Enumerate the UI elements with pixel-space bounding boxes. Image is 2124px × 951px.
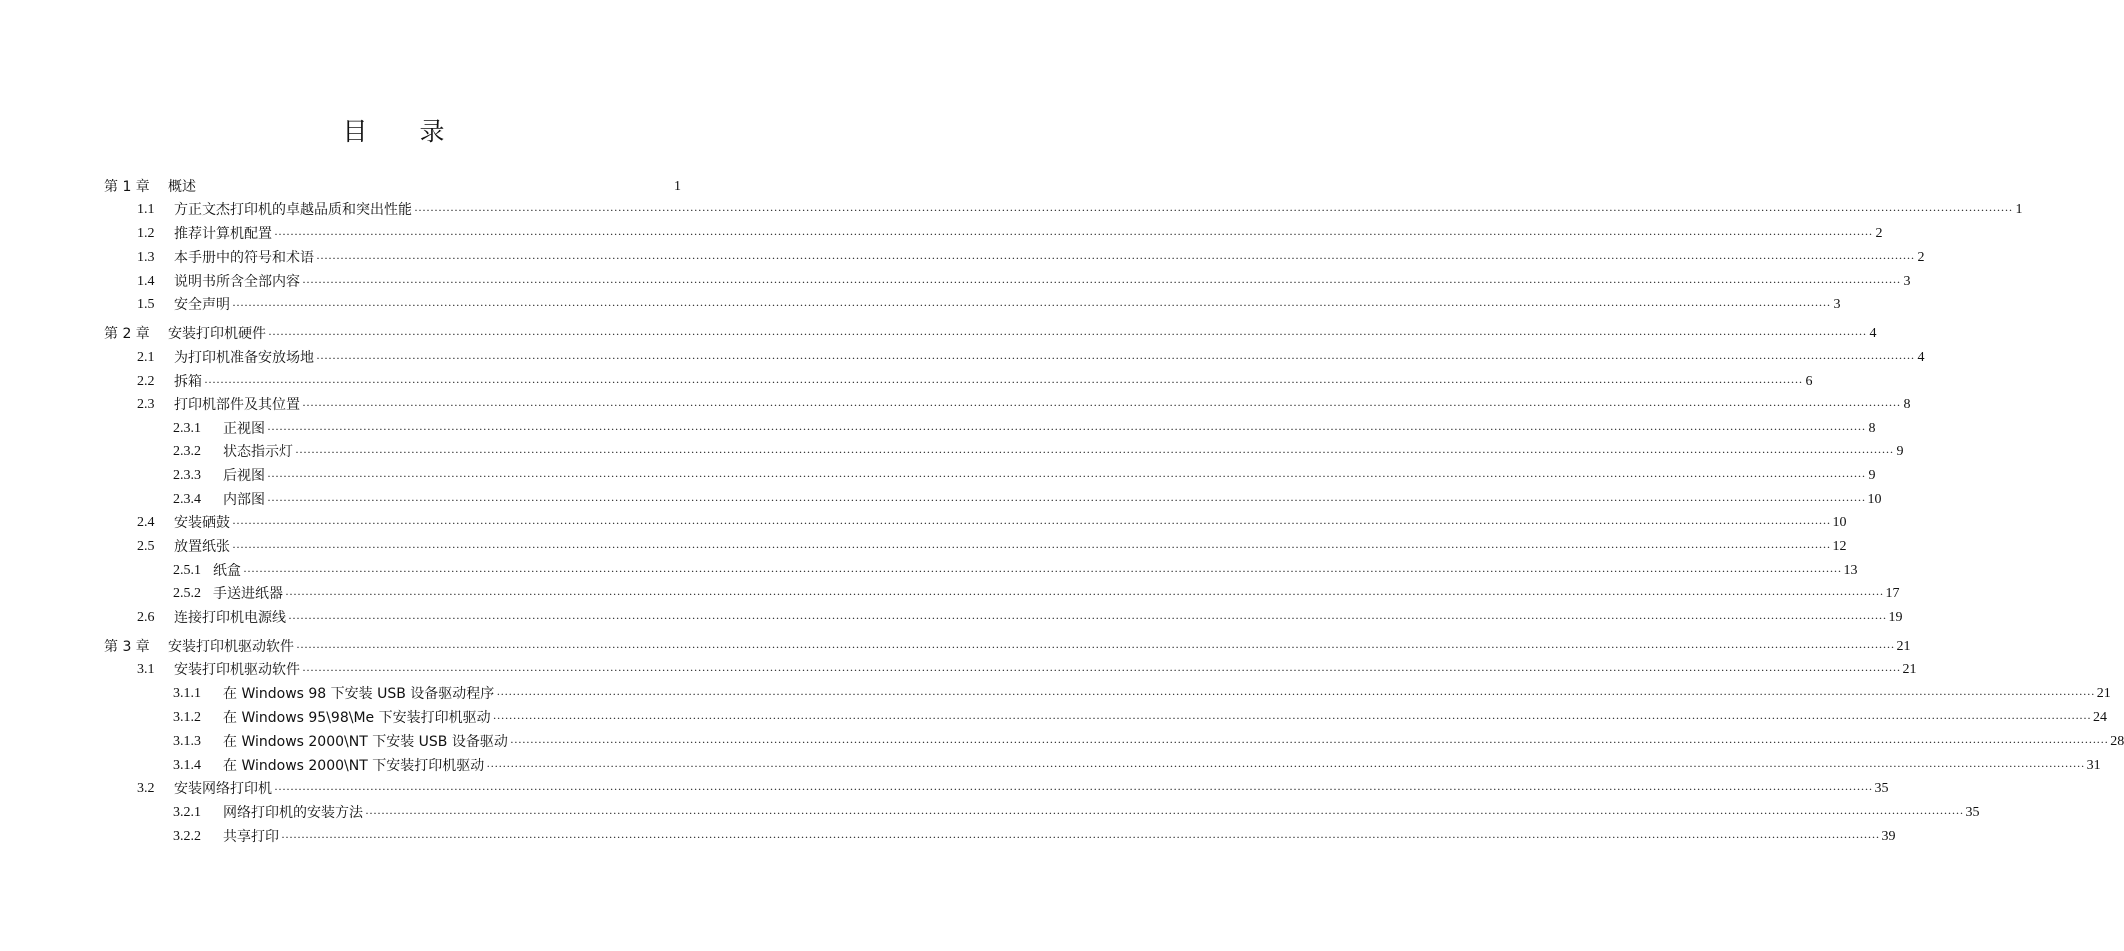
- toc-entry-number: 2.3.4: [173, 492, 201, 507]
- toc-dot-leader: ················································································································································································································································································································································································································: [285, 587, 1884, 601]
- toc-entry-title: 在 Windows 2000\NT 下安装打印机驱动: [223, 758, 485, 774]
- toc-entry-number: 3.1.2: [173, 710, 201, 725]
- toc-entry-title: 纸盒: [213, 563, 241, 579]
- toc-dot-leader: ················································································································································································································································································································································································································: [232, 298, 1831, 312]
- toc-entry-page: 3: [1833, 297, 1841, 312]
- toc-entry[interactable]: [173, 707, 2108, 729]
- toc-entry[interactable]: [104, 636, 1911, 658]
- toc-entry-title: 共享打印: [223, 829, 279, 845]
- toc-entry[interactable]: [137, 371, 1813, 393]
- toc-dot-leader: ················································································································································································································································································································································································································: [267, 422, 1866, 436]
- toc-entry-number: 3.1.3: [173, 734, 201, 749]
- toc-entry[interactable]: [173, 755, 2101, 777]
- toc-entry-page: 2: [1875, 226, 1883, 241]
- toc-entry[interactable]: [137, 659, 1917, 681]
- toc-entry-page: 10: [1867, 492, 1882, 507]
- toc-dot-leader: ················································································································································································································································································································································································································: [496, 687, 2095, 701]
- toc-entry-number: 2.5.2: [173, 586, 201, 601]
- toc-entry-number: 1.4: [137, 274, 155, 289]
- toc-entry-title: 放置纸张: [174, 539, 230, 555]
- toc-entry-page: 13: [1843, 563, 1858, 578]
- toc-entry-page: 21: [1902, 662, 1917, 677]
- toc-dot-leader: ················································································································································································································································································································································································································: [414, 203, 2013, 217]
- toc-dot-leader: ················································································································································································································································································································································································································: [296, 640, 1895, 654]
- toc-entry-page: 28: [2110, 734, 2124, 749]
- toc-entry-number: 2.3.2: [173, 444, 201, 459]
- toc-entry[interactable]: [137, 347, 1925, 369]
- toc-dot-leader: ················································································································································································································································································································································································································: [316, 251, 1915, 265]
- toc-dot-leader: ················································································································································································································································································································································································································: [267, 493, 1866, 507]
- toc-entry-page: 21: [1896, 639, 1911, 654]
- toc-entry-title: 本手册中的符号和术语: [174, 250, 314, 266]
- toc-entry-title: 正视图: [223, 421, 265, 437]
- toc-entry-number: 2.6: [137, 610, 155, 625]
- toc-entry[interactable]: [173, 465, 1876, 487]
- toc-dot-leader: ················································································································································································································································································································································································································: [281, 830, 1880, 844]
- toc-entry-page: 21: [2096, 686, 2111, 701]
- toc-entry[interactable]: [137, 512, 1847, 534]
- toc-dot-leader: ················································································································································································································································································································································································································: [365, 806, 1964, 820]
- toc-entry[interactable]: [173, 441, 1904, 463]
- toc-entry-page: 17: [1885, 586, 1900, 601]
- toc-entry-page: 10: [1832, 515, 1847, 530]
- toc-entry-title: 状态指示灯: [223, 444, 293, 460]
- toc-entry-title: 拆箱: [174, 374, 202, 390]
- toc-entry-title: 后视图: [223, 468, 265, 484]
- toc-dot-leader: ················································································································································································································································································································································································································: [204, 375, 1803, 389]
- toc-entry-page: 4: [1869, 326, 1877, 341]
- toc-entry-number: 3.1: [137, 662, 155, 677]
- toc-dot-leader: ················································································································································································································································································································································································································: [302, 398, 1901, 412]
- toc-entry-page: 24: [2093, 710, 2108, 725]
- toc-entry-title: 安全声明: [174, 297, 230, 313]
- toc-entry-page: 12: [1832, 539, 1847, 554]
- toc-entry-title: 方正文杰打印机的卓越品质和突出性能: [174, 202, 412, 218]
- toc-entry-title: 打印机部件及其位置: [174, 397, 300, 413]
- toc-entry-number: 1.2: [137, 226, 155, 241]
- toc-entry[interactable]: [137, 294, 1841, 316]
- toc-entry-page: 2: [1917, 250, 1925, 265]
- toc-entry-title: 内部图: [223, 492, 265, 508]
- toc-entry-page: 8: [1868, 421, 1876, 436]
- toc-entry-page: 1: [674, 179, 681, 194]
- toc-dot-leader: ················································································································································································································································································································································································································: [288, 611, 1887, 625]
- toc-entry-page: 19: [1888, 610, 1903, 625]
- toc-entry[interactable]: [104, 323, 1877, 345]
- toc-entry-title: 概述: [168, 179, 196, 195]
- toc-entry[interactable]: [137, 271, 1911, 293]
- toc-dot-leader: ················································································································································································································································································································································································································: [509, 735, 2109, 749]
- toc-entry-number: 第 1 章: [104, 179, 150, 195]
- toc-dot-leader: ················································································································································································································································································································································································································: [295, 445, 1894, 459]
- toc-entry-page: 35: [1874, 781, 1889, 796]
- toc-entry[interactable]: [137, 223, 1883, 245]
- toc-entry-page: 9: [1868, 468, 1876, 483]
- toc-dot-leader: ················································································································································································································································································································································································································: [267, 469, 1866, 483]
- toc-dot-leader: ················································································································································································································································································································································································································: [316, 351, 1915, 365]
- toc-entry-page: 3: [1903, 274, 1911, 289]
- toc-entry[interactable]: [173, 560, 1858, 582]
- toc-entry[interactable]: [173, 489, 1882, 511]
- toc-entry[interactable]: [173, 826, 1896, 848]
- toc-entry-title: 安装打印机硬件: [168, 326, 266, 342]
- toc-dot-leader: ················································································································································································································································································································································································································: [232, 540, 1831, 554]
- toc-entry-number: 3.1.1: [173, 686, 201, 701]
- toc-entry[interactable]: [137, 394, 1911, 416]
- toc-entry-title: 手送进纸器: [213, 586, 283, 602]
- toc-entry-title: 在 Windows 95\98\Me 下安装打印机驱动: [223, 710, 491, 726]
- toc-entry-number: 2.2: [137, 374, 155, 389]
- toc-entry-title: 在 Windows 98 下安装 USB 设备驱动程序: [223, 686, 495, 702]
- toc-entry-number: 2.3.3: [173, 468, 201, 483]
- toc-entry-number: 1.5: [137, 297, 155, 312]
- toc-dot-leader: ················································································································································································································································································································································································································: [243, 564, 1842, 578]
- toc-entry[interactable]: [137, 536, 1847, 558]
- toc-entry[interactable]: [137, 199, 2023, 221]
- toc-entry-page: 4: [1917, 350, 1925, 365]
- toc-entry[interactable]: [137, 778, 1889, 800]
- toc-entry-number: 第 3 章: [104, 639, 150, 655]
- toc-entry-page: 8: [1903, 397, 1911, 412]
- toc-entry-title: 为打印机准备安放场地: [174, 350, 314, 366]
- toc-entry[interactable]: [173, 802, 1980, 824]
- toc-entry[interactable]: [104, 176, 681, 198]
- toc-entry-number: 1.3: [137, 250, 155, 265]
- toc-entry-title: 安装打印机驱动软件: [174, 662, 300, 678]
- toc-entry-number: 3.2.2: [173, 829, 201, 844]
- toc-dot-leader: ················································································································································································································································································································································································································: [492, 711, 2092, 725]
- toc-entry-number: 3.1.4: [173, 758, 201, 773]
- toc-entry[interactable]: [173, 583, 1900, 605]
- toc-entry[interactable]: [137, 247, 1925, 269]
- toc-entry-title: 说明书所含全部内容: [174, 274, 300, 290]
- toc-entry[interactable]: [173, 731, 2124, 753]
- toc-entry-title: 推荐计算机配置: [174, 226, 272, 242]
- toc-entry-number: 2.4: [137, 515, 155, 530]
- toc-entry-number: 第 2 章: [104, 326, 150, 342]
- toc-entry-number: 2.3.1: [173, 421, 201, 436]
- toc-entry-number: 2.3: [137, 397, 155, 412]
- toc-entry-number: 2.5.1: [173, 563, 201, 578]
- toc-entry-title: 网络打印机的安装方法: [223, 805, 363, 821]
- toc-entry-page: 9: [1896, 444, 1904, 459]
- toc-dot-leader: ················································································································································································································································································································································································································: [268, 327, 1867, 341]
- page-title: 目 录: [342, 117, 467, 146]
- toc-dot-leader: ················································································································································································································································································································································································································: [274, 227, 1873, 241]
- toc-dot-leader: ················································································································································································································································································································································································································: [232, 516, 1831, 530]
- toc-entry[interactable]: [173, 418, 1876, 440]
- toc-entry-title: 在 Windows 2000\NT 下安装 USB 设备驱动: [223, 734, 508, 750]
- toc-entry[interactable]: [137, 607, 1903, 629]
- toc-entry-number: 2.5: [137, 539, 155, 554]
- toc-dot-leader: ················································································································································································································································································································································································································: [274, 782, 1873, 796]
- toc-entry-page: 35: [1965, 805, 1980, 820]
- toc-entry-title: 安装硒鼓: [174, 515, 230, 531]
- toc-entry-number: 1.1: [137, 202, 155, 217]
- toc-entry-title: 安装网络打印机: [174, 781, 272, 797]
- toc-dot-leader: ················································································································································································································································································································································································································: [302, 663, 1901, 677]
- toc-entry-title: 安装打印机驱动软件: [168, 639, 294, 655]
- toc-entry-page: 39: [1881, 829, 1896, 844]
- toc-entry-page: 1: [2015, 202, 2023, 217]
- toc-entry-number: 3.2: [137, 781, 155, 796]
- toc-entry-number: 3.2.1: [173, 805, 201, 820]
- toc-entry-number: 2.1: [137, 350, 155, 365]
- toc-entry-page: 6: [1805, 374, 1813, 389]
- toc-entry[interactable]: [173, 683, 2111, 705]
- toc-entry-page: 31: [2086, 758, 2101, 773]
- toc-entry-title: 连接打印机电源线: [174, 610, 286, 626]
- toc-dot-leader: ················································································································································································································································································································································································································: [302, 275, 1901, 289]
- toc-dot-leader: ················································································································································································································································································································································································································: [486, 759, 2085, 773]
